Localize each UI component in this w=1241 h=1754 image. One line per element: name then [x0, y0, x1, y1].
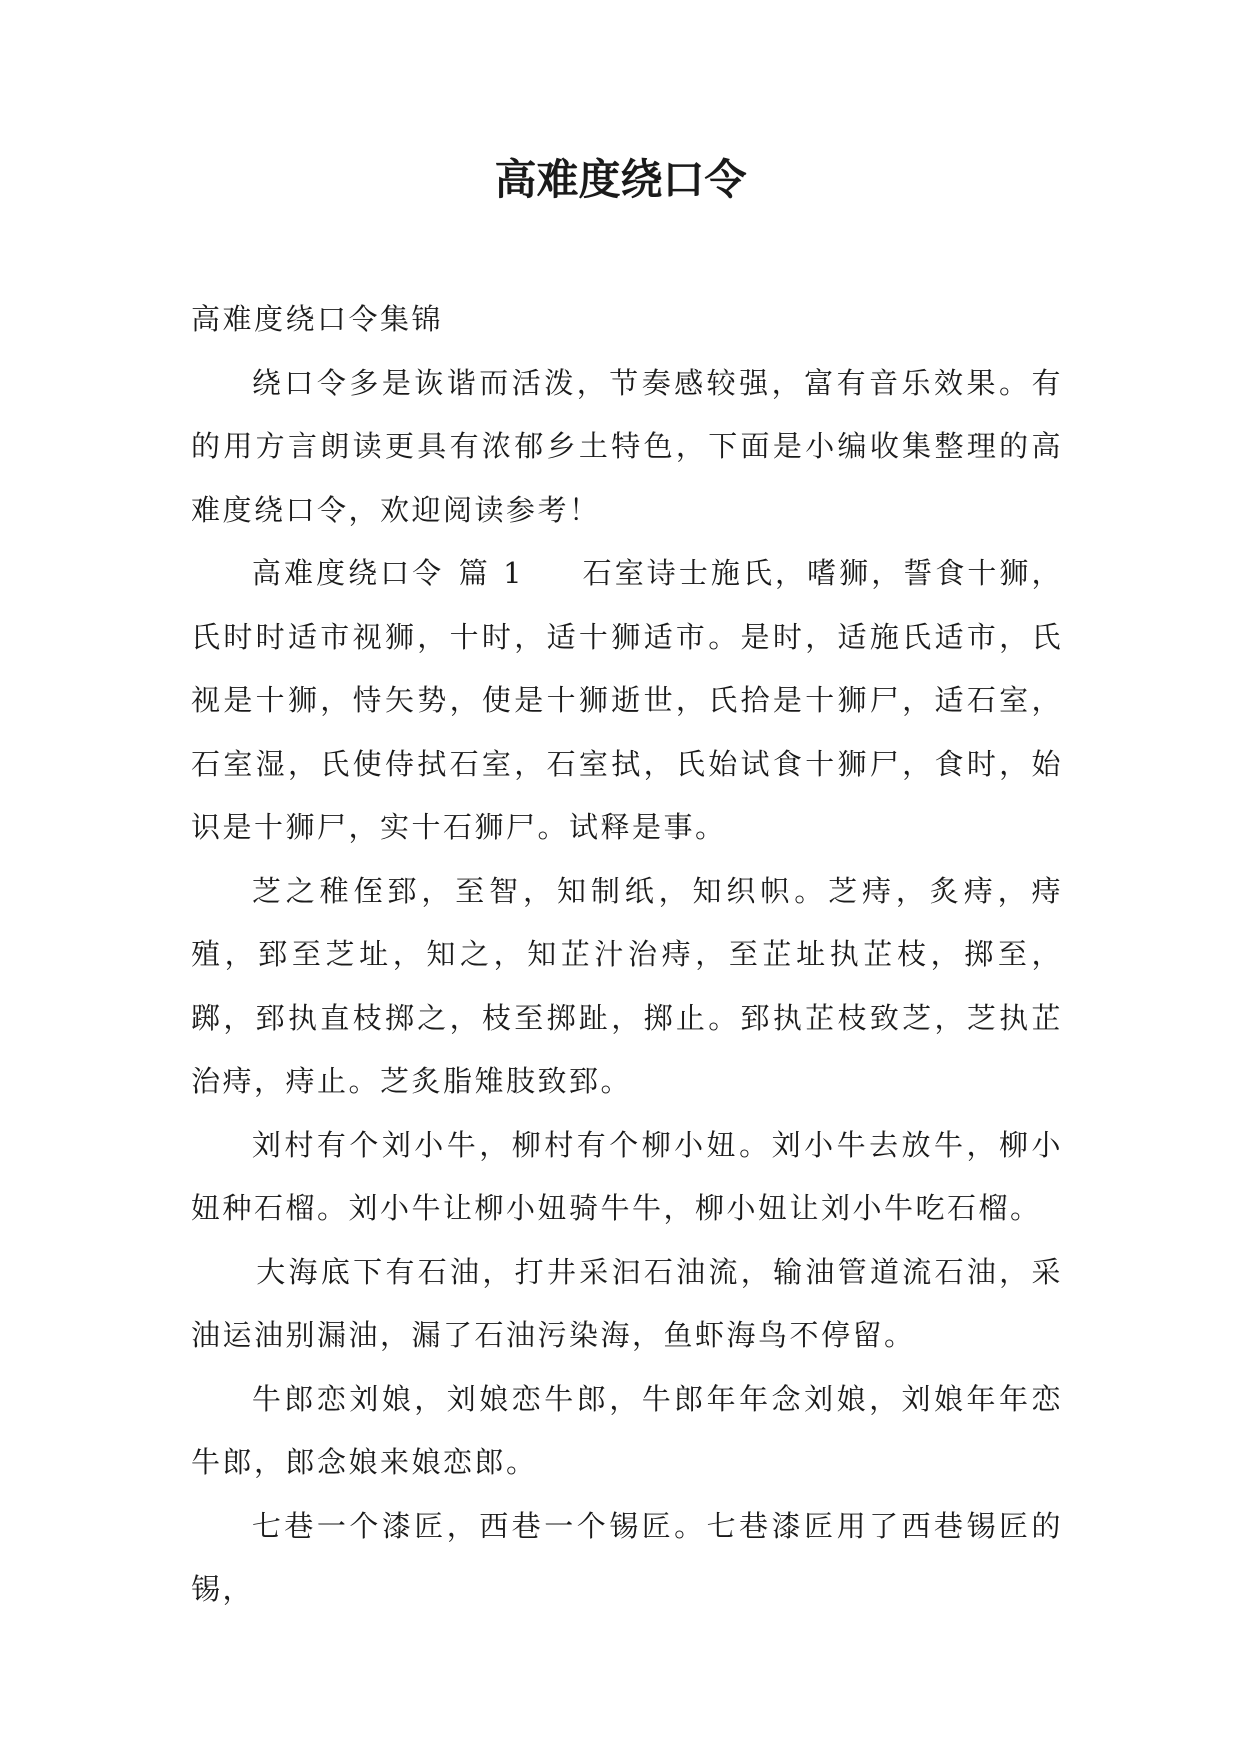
tongue-twister-paragraph: 刘村有个刘小牛，柳村有个柳小妞。刘小牛去放牛，柳小妞种石榴。刘小牛让柳小妞骑牛牛，柳小妞让刘小牛吃石榴。 [191, 1127, 1063, 1225]
section-paragraph [191, 542, 1063, 860]
section-heading: 高难度绕口令 [251, 556, 445, 590]
document-subtitle: 高难度绕口令集锦 [191, 302, 444, 336]
tongue-twister-paragraph: 大海底下有石油，打井采汩石油流，输油管道流石油，采油运油别漏油，漏了石油污染海，鱼虾海鸟不停留。 [191, 1254, 1063, 1352]
tongue-twister-paragraph: 七巷一个漆匠，西巷一个锡匠。七巷漆匠用了西巷锡匠的锡， [191, 1508, 1063, 1606]
tongue-twister-paragraph: 牛郎恋刘娘，刘娘恋牛郎，牛郎年年念刘娘，刘娘年年恋牛郎，郎念娘来娘恋郎。 [191, 1381, 1063, 1479]
section-text: 石室诗士施氏，嗜狮，誓食十狮，氏时时适市视狮，十时，适十狮适市。是时，适施氏适市，氏视是十狮，恃矢势，使是十狮逝世，氏拾是十狮尸，适石室，石室湿，氏使侍拭石室，石室拭，氏始试食十狮尸，食时，始识是十狮尸，实十石狮尸。试释是事。 [191, 556, 1063, 844]
tongue-twister-paragraph: 芝之稚侄郅，至智，知制纸，知织帜。芝痔，炙痔，痔殖，郅至芝址，知之，知芷汁治痔，至芷址执芷枝，掷至，踯，郅执直枝掷之，枝至掷趾，掷止。郅执芷枝致芝，芝执芷治痔，痔止。芝炙脂雉肢致郅。 [191, 873, 1063, 1098]
document-title: 高难度绕口令 [494, 155, 747, 204]
document-body [191, 288, 1063, 1622]
intro-paragraph: 绕口令多是诙谐而活泼，节奏感较强，富有音乐效果。有的用方言朗读更具有浓郁乡土特色，下面是小编收集整理的高难度绕口令，欢迎阅读参考！ [191, 365, 1063, 527]
section-part-label: 篇 1 [458, 556, 525, 590]
